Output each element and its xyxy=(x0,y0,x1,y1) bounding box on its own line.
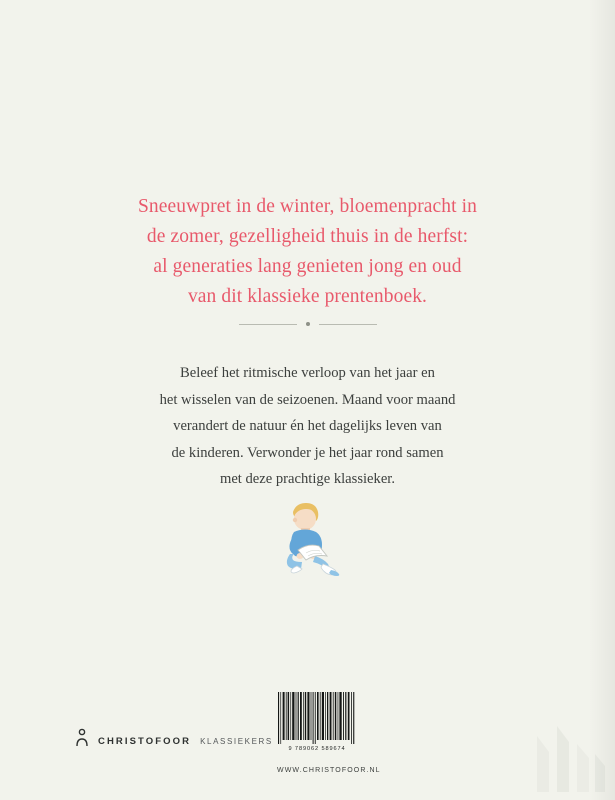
divider-rule-right xyxy=(319,324,377,325)
corner-watermark-icon xyxy=(533,722,609,796)
publisher-imprint: KLASSIEKERS xyxy=(200,737,273,746)
headline-line-1: Sneeuwpret in de winter, bloemenpracht in xyxy=(137,196,478,217)
body-line-2: het wisselen van de seizoenen. Maand voor maand xyxy=(159,391,456,408)
body-copy-block xyxy=(0,360,615,493)
publisher-website: WWW.CHRISTOFOOR.NL xyxy=(277,767,381,774)
child-reading-illustration xyxy=(0,498,615,588)
christofoor-mark-icon xyxy=(75,728,89,753)
body-line-1: Beleef het ritmische verloop van het jaar en xyxy=(180,365,435,381)
headline-block xyxy=(0,192,615,312)
barcode-icon xyxy=(277,692,357,744)
divider-dot xyxy=(306,322,310,326)
publisher-logo xyxy=(75,728,273,755)
barcode-block xyxy=(277,692,381,774)
body-line-5: met deze prachtige klassieker. xyxy=(219,471,396,487)
body-line-3: verandert de natuur én het dagelijks leven van xyxy=(173,418,442,434)
body-line-4: de kinderen. Verwonder je het jaar rond samen xyxy=(171,444,444,461)
isbn-number: 9 789062 589674 xyxy=(288,746,346,752)
headline-line-3: al generaties lang genieten jong en oud xyxy=(153,256,462,277)
divider-rule-left xyxy=(239,324,297,325)
child-reading-book-icon xyxy=(253,498,363,588)
headline-line-2: de zomer, gezelligheid thuis in de herfst: xyxy=(146,226,469,247)
headline-line-4: van dit klassieke prentenboek. xyxy=(187,286,428,307)
ornamental-divider xyxy=(0,322,615,326)
publisher-name: CHRISTOFOOR xyxy=(98,736,192,747)
